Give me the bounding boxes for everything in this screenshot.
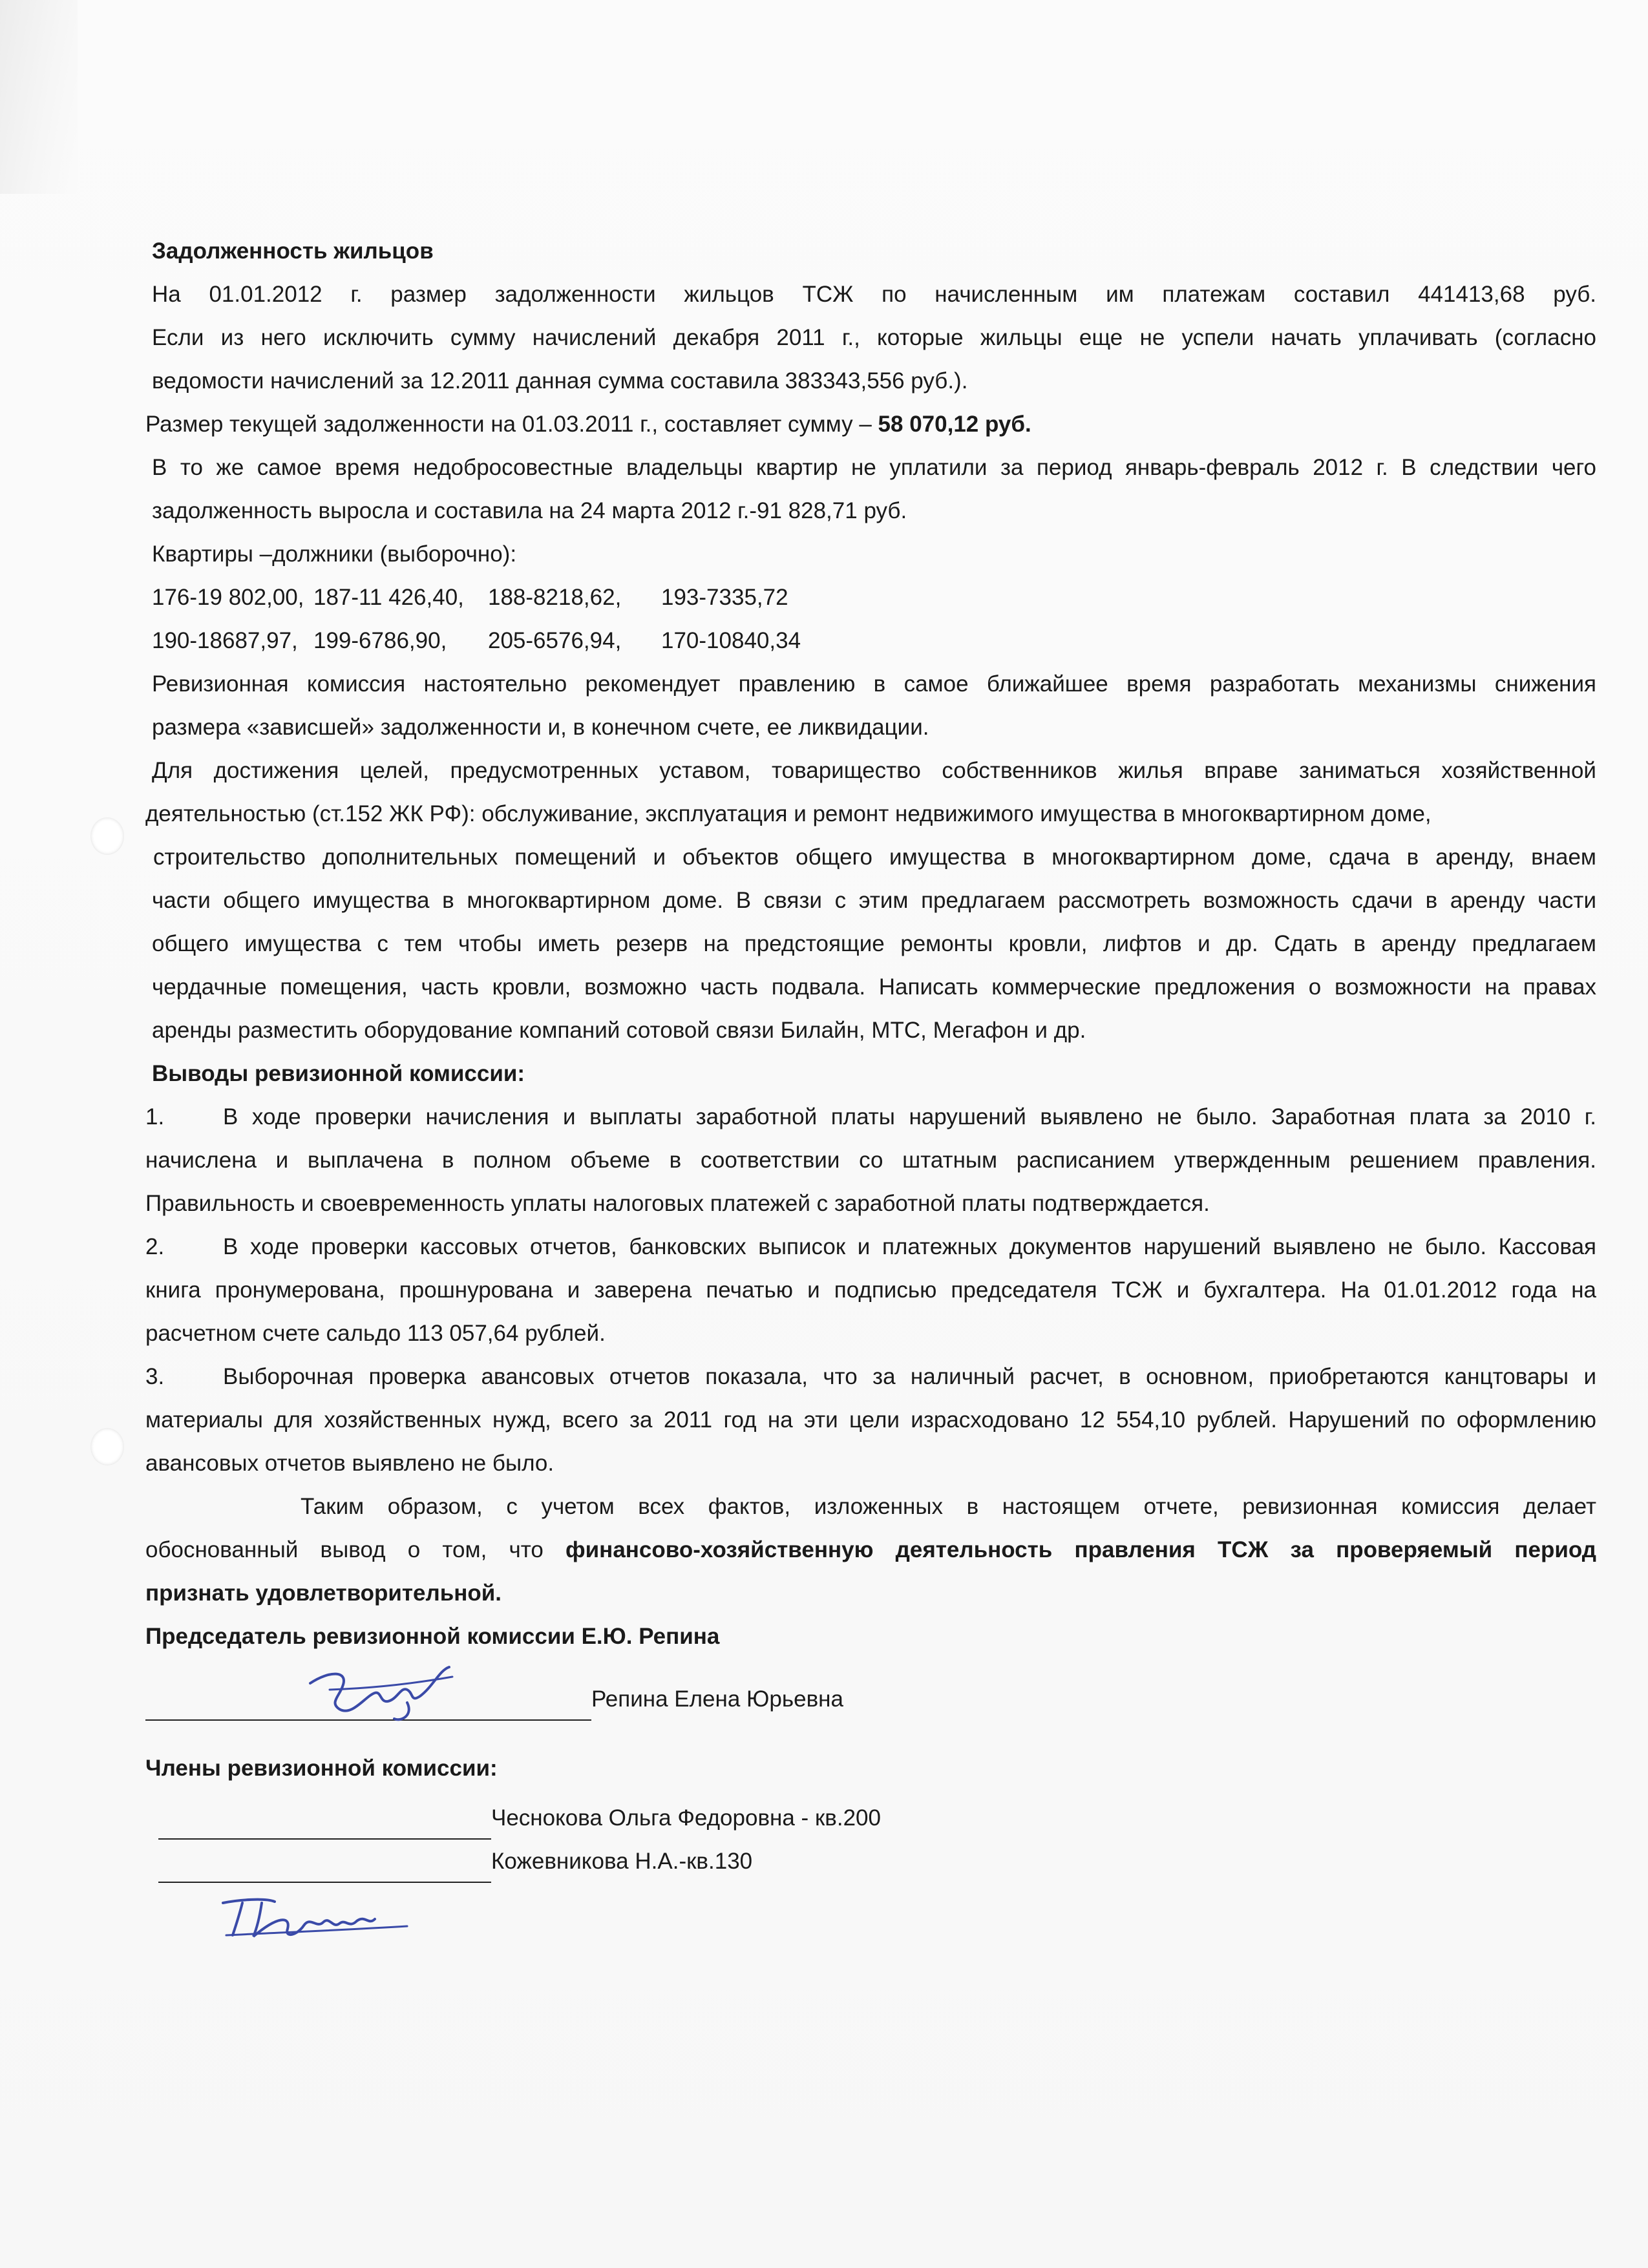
conclusion-item-2 [145,1225,1596,1268]
member-name: Чеснокова Ольга Федоровна - кв.200 [491,1805,881,1831]
debtor-entry: 170-10840,34 [661,628,801,653]
debtor-entry: 193-7335,72 [661,585,788,610]
paragraph-line: части общего имущества в многоквартирном доме. В связи с этим предлагаем рассмотреть возможность сдачи в аренду части [152,888,1596,913]
section-heading-debts: Задолженность жильцов [152,238,434,264]
summary-line [145,1485,1596,1528]
conclusion-number: 3. [145,1364,165,1389]
paragraph-line: расчетном счете сальдо 113 057,64 рублей. [145,1321,606,1346]
paragraph-line: ведомости начислений за 12.2011 данная сумма составила 383343,556 руб.). [152,368,968,394]
conclusion-text: Выборочная проверка авансовых отчетов показала, что за наличный расчет, в основном, приобретаются канцтовары и [223,1364,1596,1389]
paragraph-line: строительство дополнительных помещений и объектов общего имущества в многоквартирном доме, сдача в аренду, внаем [153,845,1596,870]
paragraph-line: общего имущества с тем чтобы иметь резерв на предстоящие ремонты кровли, лифтов и др. Сдать в аренду предлагаем [152,931,1596,956]
conclusion-item-3 [145,1355,1596,1398]
signature-blank [158,1810,491,1840]
debtor-entry: 188-8218,62, [488,585,622,610]
chair-heading: Председатель ревизионной комиссии Е.Ю. Репина [145,1624,720,1649]
member-signature-line [145,1840,1596,1883]
conclusion-number: 1. [145,1104,165,1129]
debtor-entry: 176-19 802,00, [152,585,304,610]
paragraph-line: Ревизионная комиссия настоятельно рекомендует правлению в самое ближайшее время разработать механизмы снижения [152,671,1596,697]
member-name: Кожевникова Н.А.-кв.130 [491,1849,753,1874]
members-heading: Члены ревизионной комиссии: [145,1756,498,1781]
chair-name: Репина Елена Юрьевна [591,1686,843,1712]
punch-hole-bottom [90,1428,124,1465]
conclusion-item-1 [145,1095,1596,1139]
debtors-row [145,619,1596,662]
conclusion-text: В ходе проверки кассовых отчетов, банковских выписок и платежных документов нарушений выявлено не было. Кассовая [223,1234,1596,1259]
conclusion-text: В ходе проверки начисления и выплаты заработной платы нарушений выявлено не было. Заработная плата за 2010 г. [223,1104,1596,1129]
current-debt-label: Размер текущей задолженности на 01.03.2011 г., составляет сумму – [145,412,878,437]
paragraph-line: книга пронумерована, прошнурована и заверена печатью и подписью председателя ТСЖ и бухгалтера. На 01.01.2012 года на [145,1277,1596,1303]
chair-signature-line [145,1677,1596,1721]
signature-blank [158,1853,491,1883]
summary-text: обоснованный вывод о том, что [145,1537,566,1562]
current-debt-value: 58 070,12 руб. [878,412,1031,437]
paragraph-line: деятельностью (ст.152 ЖК РФ): обслуживание, эксплуатация и ремонт недвижимого имущества в многоквартирном доме, [145,801,1431,826]
paragraph-line: размера «зависшей» задолженности и, в конечном счете, ее ликвидации. [152,715,929,740]
summary-conclusion: признать удовлетворительной. [145,1580,502,1606]
debtor-entry: 190-18687,97, [152,628,298,653]
member-signature-line [145,1796,1596,1840]
paragraph-line: Правильность и своевременность уплаты налоговых платежей с заработной платы подтверждается. [145,1191,1210,1216]
paragraph-line: чердачные помещения, часть кровли, возможно часть подвала. Написать коммерческие предложения о возможности на правах [152,974,1596,1000]
signature-blank [145,1691,591,1721]
debtor-entry: 205-6576,94, [488,628,622,653]
debtor-entry: 199-6786,90, [313,628,447,653]
paragraph-line: аренды разместить оборудование компаний сотовой связи Билайн, МТС, Мегафон и др. [152,1018,1086,1043]
paragraph-line: Для достижения целей, предусмотренных уставом, товарищество собственников жилья вправе заниматься хозяйственной [152,758,1596,783]
summary-text: Таким образом, с учетом всех фактов, изложенных в настоящем отчете, ревизионная комиссия делает [301,1494,1596,1519]
paragraph-line: авансовых отчетов выявлено не было. [145,1451,555,1476]
punch-hole-top [90,817,124,855]
page-corner-fold [0,0,78,194]
summary-line [145,1528,1596,1571]
debtor-entry: 187-11 426,40, [313,585,464,610]
debtors-label: Квартиры –должники (выборочно): [152,541,517,567]
current-debt-line [145,403,1596,446]
paragraph-line: В то же самое время недобросовестные владельцы квартир не уплатили за период январь-февраль 2012 г. В следствии чего [152,455,1596,480]
conclusions-heading: Выводы ревизионной комиссии: [152,1061,525,1086]
document-body [145,229,1596,1883]
conclusion-number: 2. [145,1234,165,1259]
paragraph-line: начислена и выплачена в полном объеме в соответствии со штатным расписанием утвержденным решением правления. [145,1148,1596,1173]
paragraph-line: Если из него исключить сумму начислений декабря 2011 г., которые жильцы еще не успели начать уплачивать (согласно [152,325,1596,350]
summary-conclusion: финансово-хозяйственную деятельность правления ТСЖ за проверяемый период [565,1537,1596,1562]
paragraph-line: На 01.01.2012 г. размер задолженности жильцов ТСЖ по начисленным им платежам составил 441413,68 руб. [152,282,1596,307]
paragraph-line: задолженность выросла и составила на 24 марта 2012 г.-91 828,71 руб. [152,498,907,523]
debtors-row [145,576,1596,619]
paragraph-line: материалы для хозяйственных нужд, всего за 2011 год на эти цели израсходовано 12 554,10 рублей. Нарушений по оформлению [145,1407,1596,1433]
